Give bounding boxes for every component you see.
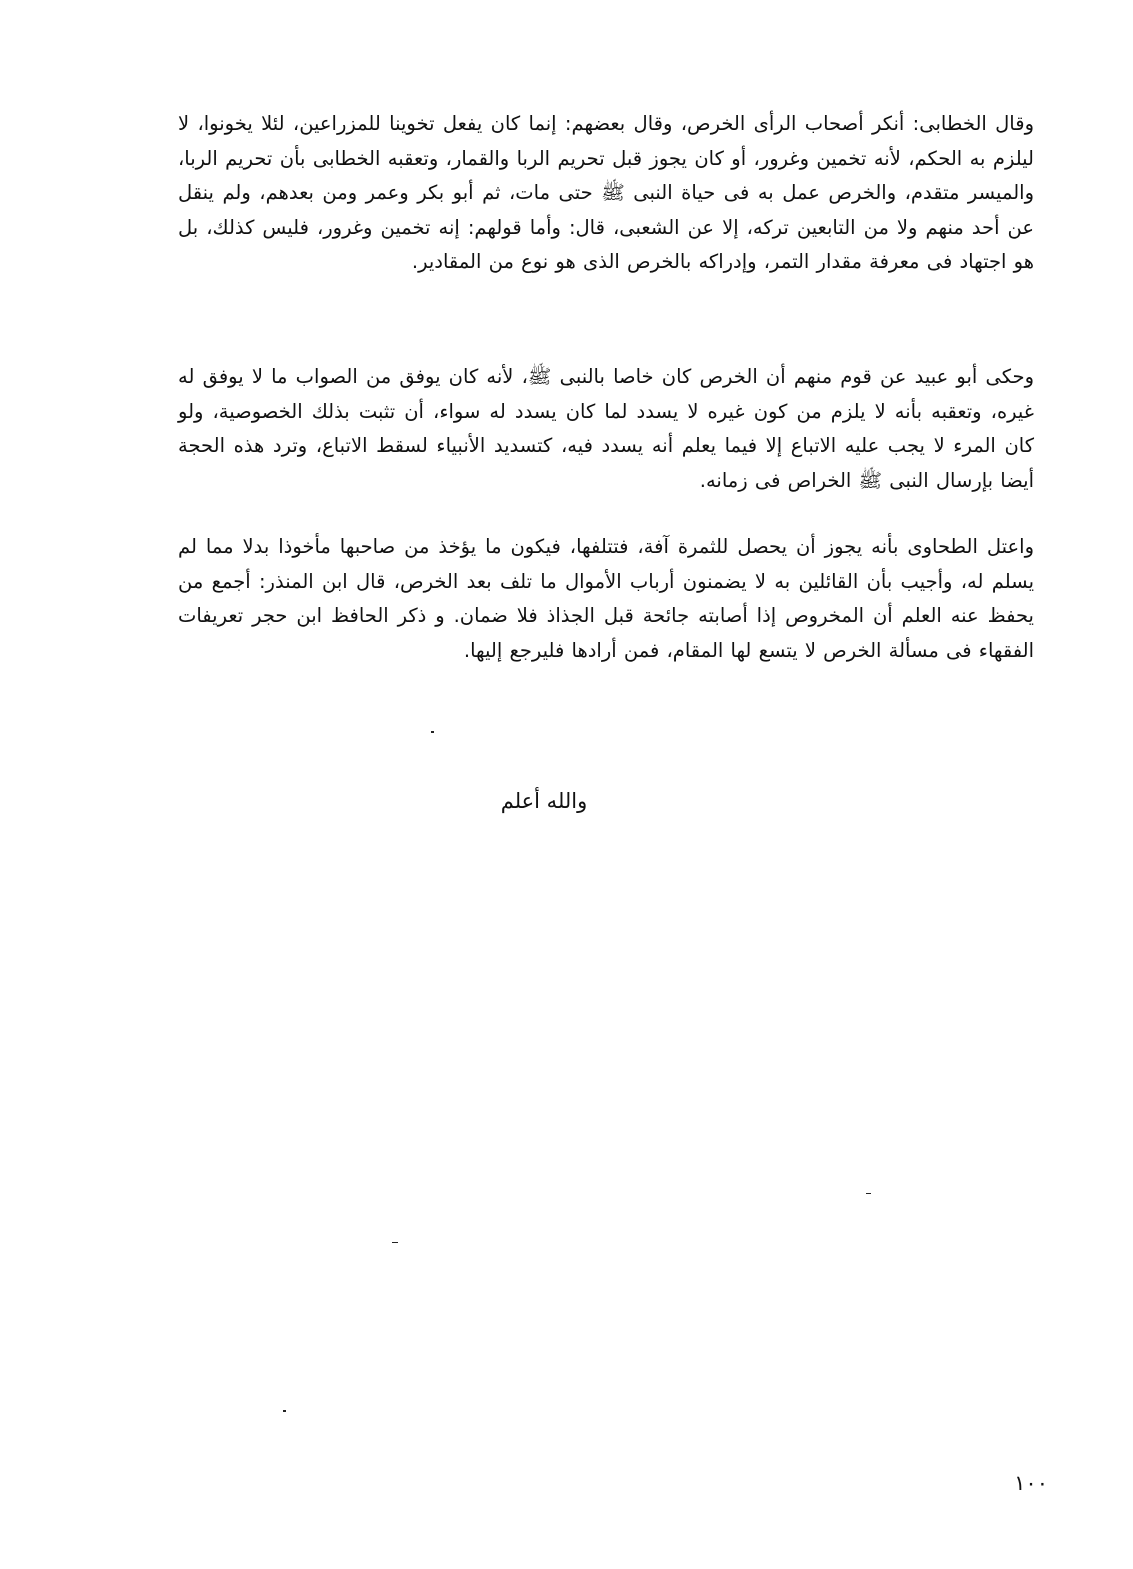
closing-text: والله أعلم	[500, 789, 588, 813]
scan-speck	[392, 1242, 398, 1243]
scan-speck	[866, 1193, 871, 1194]
scan-speck	[431, 731, 434, 733]
scan-speck	[283, 1410, 286, 1412]
page-number: ١٠٠	[1014, 1471, 1048, 1495]
closing-phrase	[0, 786, 1133, 816]
paragraph-khattabi: وقال الخطابى: أنكر أصحاب الرأى الخرص، وقال بعضهم: إنما كان يفعل تخوينا للمزراعين، لئلا يخونوا، لا ليلزم به الحكم، لأنه تخمين وغرور، أو كان يجوز قبل تحريم الربا والقمار، وتعقبه الخطابى بأن تحريم الربا، والميسر متقدم، والخرص عمل به فى حياة النبى ﷺ حتى مات، ثم أبو بكر وعمر ومن بعدهم، ولم ينقل عن أحد منهم ولا من التابعين تركه، إلا عن الشعبى، قال: وأما قولهم: إنه تخمين وغرور، فليس كذلك، بل هو اجتهاد فى معرفة مقدار التمر، وإدراكه بالخرص الذى هو نوع من المقادير.	[178, 112, 1034, 274]
paragraph-abu-ubayd: وحكى أبو عبيد عن قوم منهم أن الخرص كان خاصا بالنبى ﷺ، لأنه كان يوفق من الصواب ما لا يوفق له غيره، وتعقبه بأنه لا يلزم من كون غيره لا يسدد لما كان يسدد له سواء، أن تثبت بذلك الخصوصية، ولو كان المرء لا يجب عليه الاتباع إلا فيما يعلم أنه يسدد فيه، كتسديد الأنبياء لسقط الاتباع، وترد هذه الحجة أيضا بإرسال النبى ﷺ الخراص فى زمانه.	[178, 365, 1034, 492]
paragraph-tahawi: واعتل الطحاوى بأنه يجوز أن يحصل للثمرة آفة، فتتلفها، فيكون ما يؤخذ من صاحبها مأخوذا بدلا مما لم يسلم له، وأجيب بأن القائلين به لا يضمنون أرباب الأموال ما تلف بعد الخرص، قال ابن المنذر: أجمع من يحفظ عنه العلم أن المخروص إذا أصابته جائحة قبل الجذاذ فلا ضمان. و ذكر الحافظ ابن حجر تعريفات الفقهاء فى مسألة الخرص لا يتسع لها المقام، فمن أرادها فليرجع إليها.	[178, 535, 1034, 662]
